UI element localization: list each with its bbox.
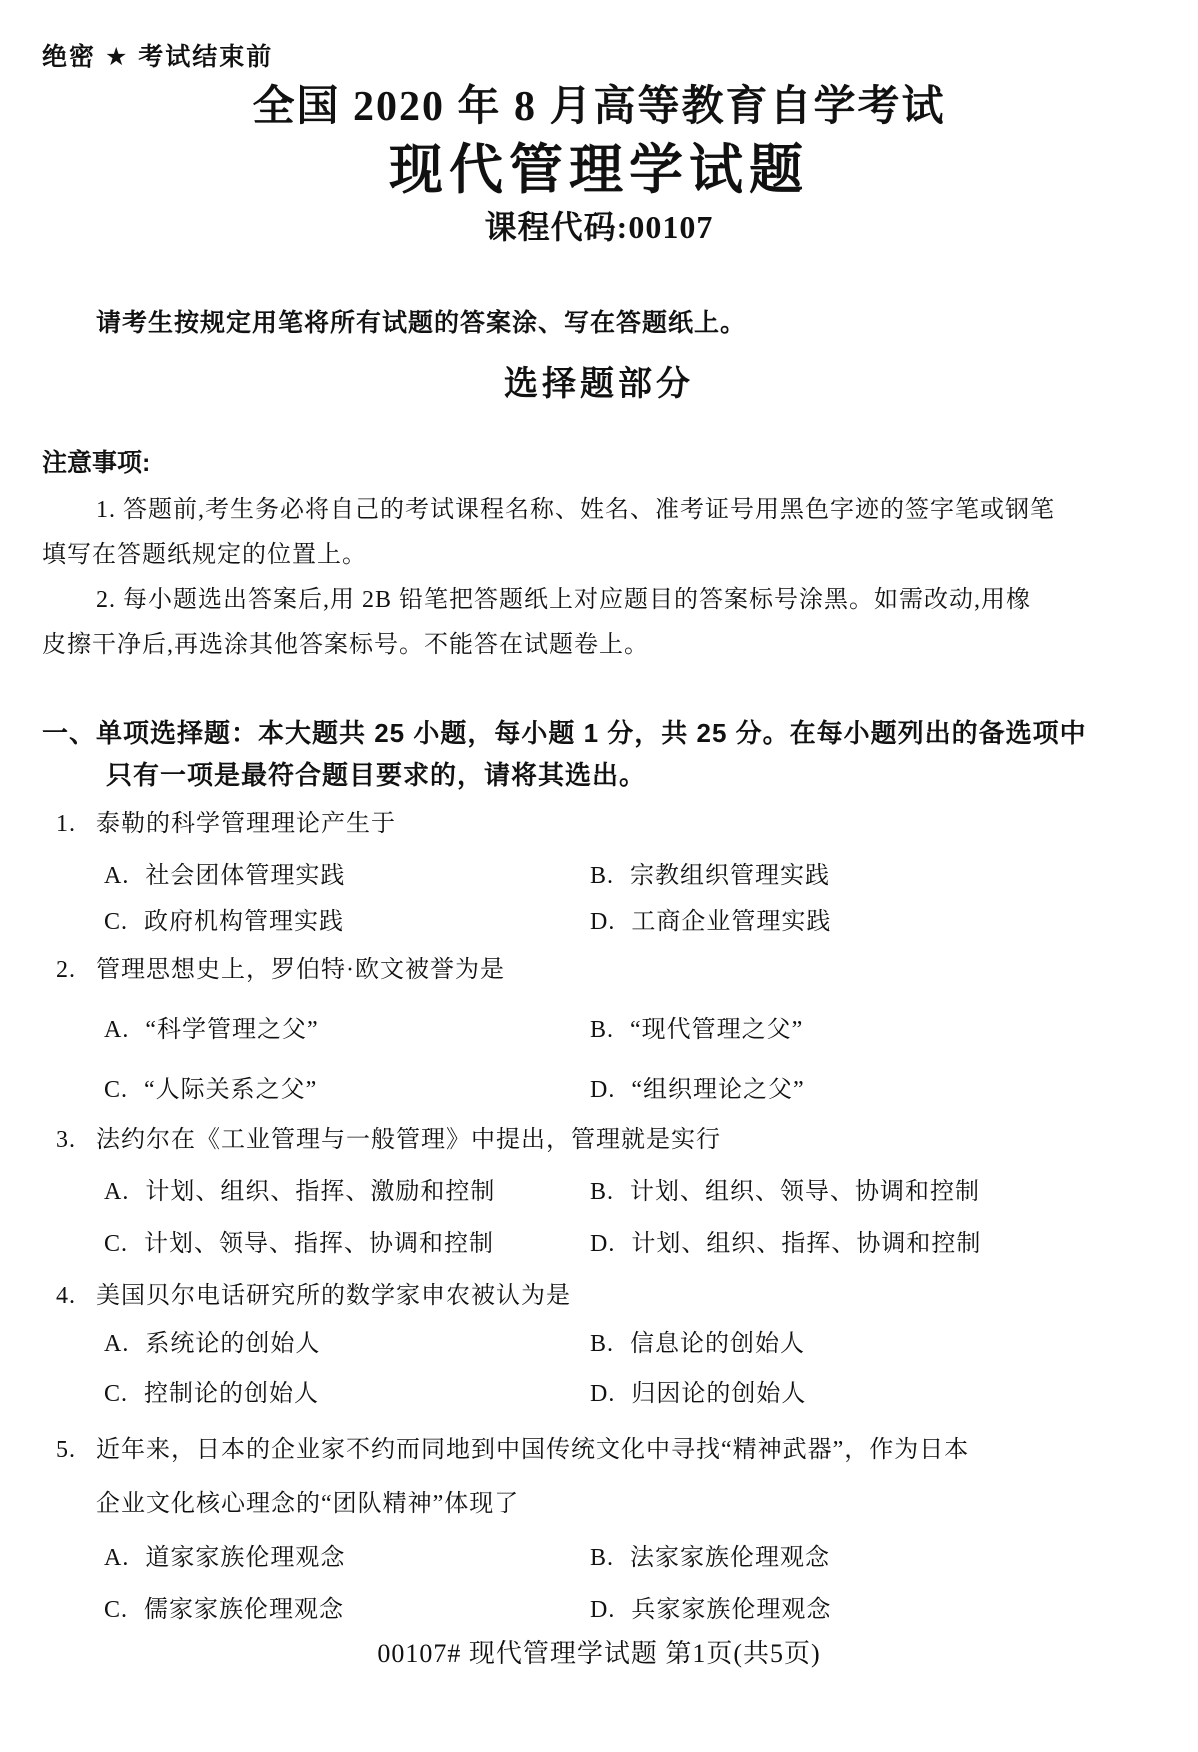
question-3-option-a: A. 计划、组织、指挥、激励和控制: [104, 1179, 496, 1205]
section-heading-line-1: 一、单项选择题：本大题共 25 小题，每小题 1 分，共 25 分。在每小题列出的备选项中: [42, 718, 1087, 748]
notice-item-1-line-2: 填写在答题纸规定的位置上。: [42, 542, 367, 568]
question-4-option-a: A. 系统论的创始人: [104, 1331, 321, 1357]
course-code: 课程代码:00107: [484, 209, 714, 245]
question-1-option-row-2: [104, 908, 831, 937]
question-5-option-b: B. 法家家族伦理观念: [590, 1545, 831, 1571]
question-3-option-row-2: [104, 1230, 981, 1259]
question-5-option-a: A. 道家家族伦理观念: [104, 1545, 346, 1571]
question-1-text: 泰勒的科学管理理论产生于: [96, 811, 396, 837]
question-5-stem-line-1: [56, 1436, 969, 1465]
exam-title: 全国 2020 年 8 月高等教育自学考试: [252, 84, 946, 130]
question-2-option-b: B. “现代管理之父”: [590, 1017, 804, 1043]
question-3-option-b: B. 计划、组织、领导、协调和控制: [590, 1179, 981, 1205]
question-4-option-row-1: [104, 1330, 805, 1359]
question-5-number: 5.: [56, 1437, 76, 1463]
question-2-stem: [56, 956, 505, 985]
question-3-option-row-1: [104, 1178, 980, 1207]
question-3-option-c: C. 计划、领导、指挥、协调和控制: [104, 1231, 495, 1257]
question-3-number: 3.: [56, 1127, 76, 1153]
answer-sheet-instruction: 请考生按规定用笔将所有试题的答案涂、写在答题纸上。: [96, 309, 747, 337]
question-4-number: 4.: [56, 1283, 76, 1309]
notes-title: 注意事项:: [42, 449, 151, 477]
page-footer: 00107# 现代管理学试题 第1页(共5页): [377, 1639, 821, 1668]
secrecy-notice: 绝密 ★ 考试结束前: [42, 43, 274, 71]
paper-title: 现代管理学试题: [389, 140, 809, 200]
question-5-option-row-2: [104, 1596, 831, 1625]
question-3-stem: [56, 1126, 721, 1155]
part-title: 选择题部分: [504, 365, 694, 403]
section-heading-line-2: 只有一项是最符合题目要求的，请将其选出。: [106, 760, 647, 790]
question-1-option-c: C. 政府机构管理实践: [104, 909, 345, 935]
question-1-option-d: D. 工商企业管理实践: [590, 909, 832, 935]
question-5-option-d: D. 兵家家族伦理观念: [590, 1597, 832, 1623]
question-4-option-b: B. 信息论的创始人: [590, 1331, 806, 1357]
question-2-option-c: C. “人际关系之父”: [104, 1077, 318, 1103]
question-2-option-row-1: [104, 1016, 803, 1045]
question-5-option-c: C. 儒家家族伦理观念: [104, 1597, 345, 1623]
question-5-text-line-2: 企业文化核心理念的“团队精神”体现了: [96, 1491, 520, 1517]
notice-item-2-line-1: 2. 每小题选出答案后,用 2B 铅笔把答题纸上对应题目的答案标号涂黑。如需改动,用橡: [96, 587, 1032, 613]
notice-item-2-line-2: 皮擦干净后,再选涂其他答案标号。不能答在试题卷上。: [42, 632, 649, 658]
question-1-option-b: B. 宗教组织管理实践: [590, 863, 831, 889]
notice-item-1-line-1: 1. 答题前,考生务必将自己的考试课程名称、姓名、准考证号用黑色字迹的签字笔或钢笔: [96, 497, 1055, 523]
question-4-option-c: C. 控制论的创始人: [104, 1381, 320, 1407]
question-1-option-a: A. 社会团体管理实践: [104, 863, 346, 889]
question-1-option-row-1: [104, 862, 830, 891]
question-3-option-d: D. 计划、组织、指挥、协调和控制: [590, 1231, 982, 1257]
question-2-option-row-2: [104, 1076, 805, 1105]
question-4-text: 美国贝尔电话研究所的数学家申农被认为是: [96, 1283, 571, 1309]
question-5-option-row-1: [104, 1544, 830, 1573]
question-5-text-line-1: 近年来，日本的企业家不约而同地到中国传统文化中寻找“精神武器”，作为日本: [96, 1437, 970, 1463]
question-4-stem: [56, 1282, 571, 1311]
question-1-number: 1.: [56, 811, 76, 837]
question-4-option-row-2: [104, 1380, 806, 1409]
question-1-stem: [56, 810, 396, 839]
question-2-text: 管理思想史上，罗伯特·欧文被誉为是: [96, 957, 505, 983]
question-2-number: 2.: [56, 957, 76, 983]
question-2-option-a: A. “科学管理之父”: [104, 1017, 319, 1043]
question-2-option-d: D. “组织理论之父”: [590, 1077, 805, 1103]
question-3-text: 法约尔在《工业管理与一般管理》中提出，管理就是实行: [96, 1127, 721, 1153]
question-5-stem-line-2: [96, 1490, 519, 1519]
question-4-option-d: D. 归因论的创始人: [590, 1381, 807, 1407]
